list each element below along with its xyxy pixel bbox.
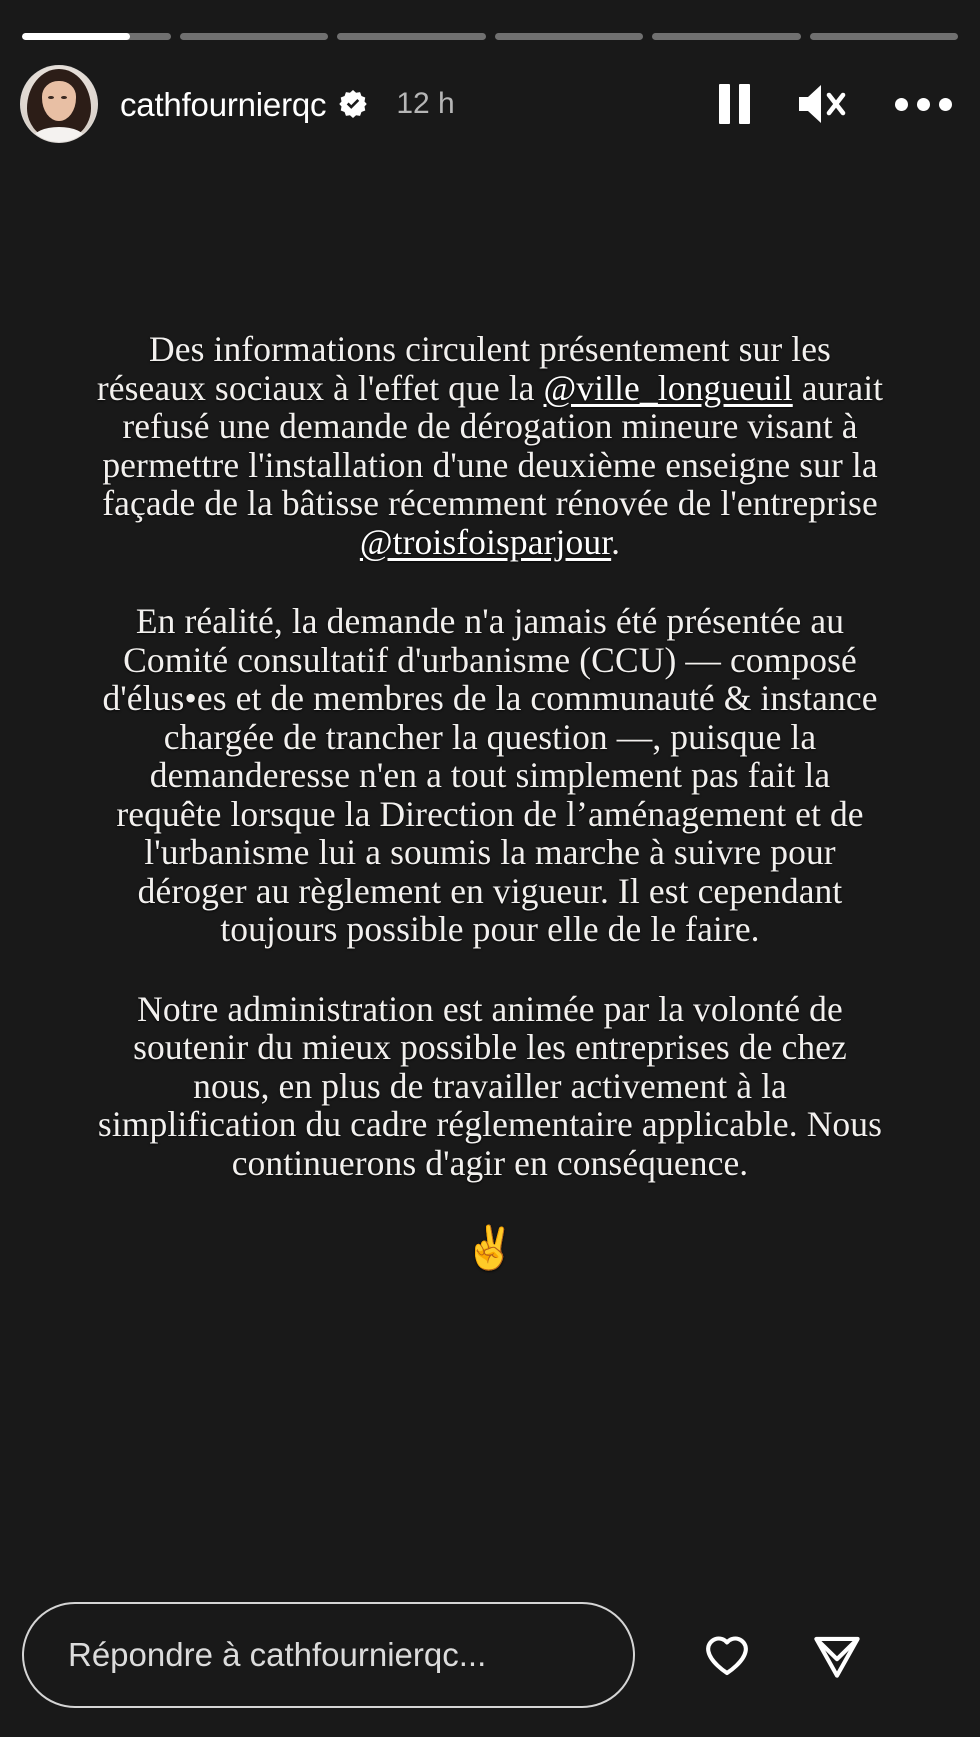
story-text-run: . [611,521,621,562]
story-text-run: aurait refusé une demande de dérogation mineure visant à permettre l'installation d'une deuxième enseigne sur la façade de la bâtisse récemment rénovée de l'entreprise [102,367,884,524]
avatar-shoulder [33,127,85,143]
reply-input[interactable] [22,1602,635,1708]
pause-icon [719,84,753,124]
like-button[interactable] [701,1629,753,1681]
reply-actions [701,1629,863,1681]
heart-icon [701,1629,753,1681]
reply-bar [22,1601,958,1709]
pause-button[interactable] [719,84,753,124]
mention-link[interactable]: @ville_longueuil [543,367,793,408]
more-options-button[interactable] [895,98,952,111]
progress-segment[interactable] [810,33,959,40]
paper-plane-icon [811,1629,863,1681]
progress-segment[interactable] [337,33,486,40]
progress-segment[interactable] [652,33,801,40]
story-text-run: Notre administration est animée par la volonté de soutenir du mieux possible les entreprises de chez nous, en plus de travailler activement à la simplification du cadre réglementaire applicable. Nous continuerons d'agir en conséquence. [97,988,883,1183]
username-label[interactable]: cathfournierqc [120,85,327,123]
story-progress-bar [22,33,958,40]
speaker-muted-icon [795,82,853,126]
verified-badge-icon [338,89,368,119]
story-paragraph [96,990,884,1183]
reply-placeholder: Répondre à cathfournierqc... [68,1636,487,1673]
mention-link[interactable]: @troisfoisparjour [359,521,612,562]
story-header [20,62,958,146]
progress-segment[interactable] [22,33,171,40]
progress-fill-active [22,33,130,40]
story-text-run: En réalité, la demande n'a jamais été présentée au Comité consultatif d'urbanisme (CCU) — composé d'élus•es et de membres de la communauté & instance chargée de trancher la question —, puisque la demanderesse n'en a tout simplement pas fait la requête lorsque la Direction de l’aménagement et de l'urbanisme lui a soumis la marche à suivre pour déroger au règlement en vigueur. Il est cependant toujours possible pour elle de le faire. [102,601,878,950]
avatar[interactable] [20,65,98,143]
story-paragraph [96,602,884,949]
progress-segment[interactable] [495,33,644,40]
username-group[interactable] [120,85,455,123]
story-text-overlay [96,329,884,1273]
story-timestamp: 12 h [396,87,455,120]
mute-button[interactable] [795,82,853,126]
progress-segment[interactable] [180,33,329,40]
story-paragraph [96,330,884,561]
story-header-actions [719,82,958,126]
victory-hand-emoji: ✌ [463,1226,517,1273]
story-text-run: Des informations circulent présentement sur les réseaux sociaux à l'effet que la [96,329,831,408]
ellipsis-icon [895,98,952,111]
share-button[interactable] [811,1629,863,1681]
